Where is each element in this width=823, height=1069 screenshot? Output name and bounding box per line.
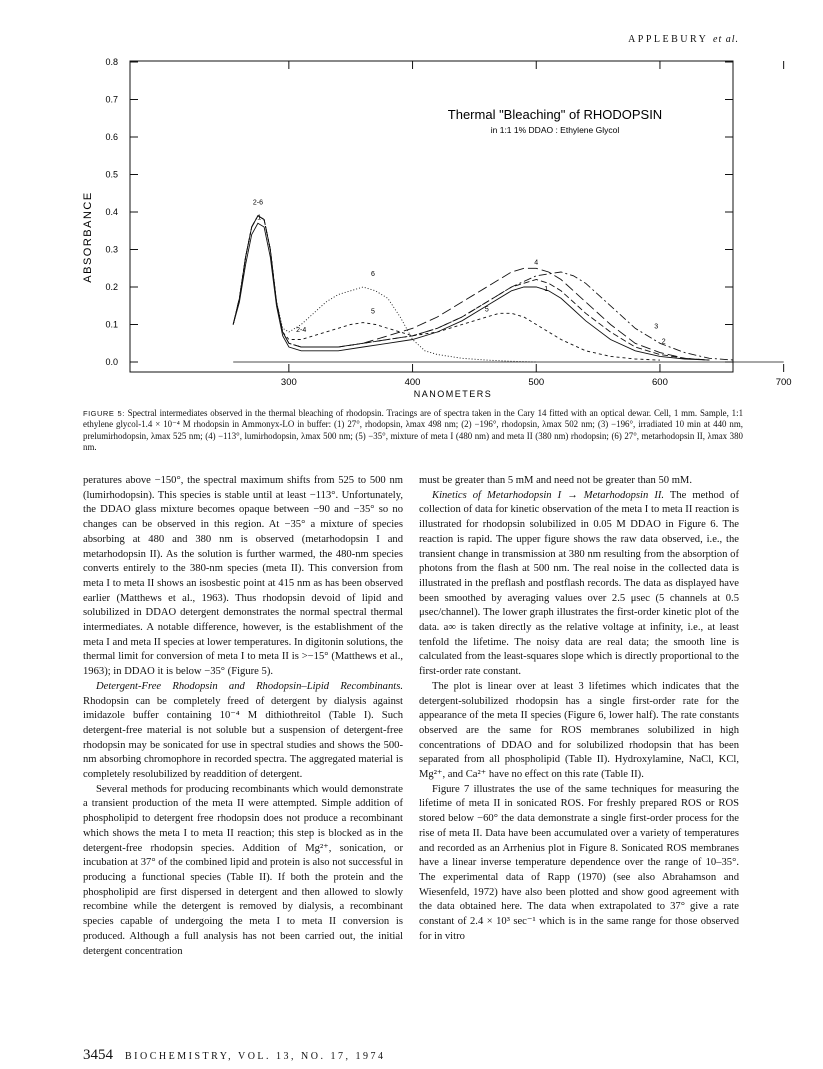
page-number: 3454 [83,1047,113,1063]
caption-text: Spectral intermediates observed in the thermal bleaching of rhodopsin. Tracings are of spectra taken in the Cary 14 fitted with an optical dewar. Cell, 1 mm. Sample, 1:1 ethylene glycol-1.4 × 10⁻⁴ M rhodopsin in Ammonyx-LO in buffer: (1) 27°, rhodopsin, λmax 498 nm; (2) −196°, rhodopsin, λmax 502 nm; (3) −196°, irradiated 10 min at 440 nm, prelumirhodopsin, λmax 525 nm; (4) −113°, lumirhodopsin, λmax 500 nm; (5) −35°, mixture of meta I (480 nm) and meta II (380 nm) rhodopsin; (6) 27°, metarhodopsin II, λmax 380 nm. [83,408,744,453]
x-tick-label: 700 [775,377,792,388]
y-tick-label: 0.0 [105,357,118,367]
y-tick-label: 0.1 [105,319,118,330]
y-tick-label: 0.3 [105,244,118,255]
curve-labels [253,200,666,346]
curve-label: 1 [544,285,549,293]
curve-label: 5 [371,308,375,316]
y-tick-label: 0.5 [105,169,118,180]
curve-label: 6 [371,270,375,278]
absorbance-spectrum-chart [0,0,823,405]
paragraph-heading: Detergent-Free Rhodopsin and Rhodopsin–Lipid Recombinants. [96,680,403,692]
paragraph-heading: Kinetics of Metarhodopsin I → Metarhodopsin II. [432,489,665,501]
figure-caption [83,408,743,454]
y-tick-label: 0.8 [105,57,118,67]
right-column [419,474,739,945]
journal-citation: BIOCHEMISTRY, VOL. 13, NO. 17, 1974 [125,1051,386,1062]
running-head: APPLEBURY et al. [628,34,739,45]
curve-label: 5 [484,306,489,314]
x-tick-label: 600 [652,377,668,388]
page-footer [83,1047,385,1064]
y-tick-label: 0.2 [105,282,118,292]
y-tick-label: 0.7 [105,94,118,105]
series-5 [233,216,660,360]
series-1 [233,223,709,360]
paragraph: Figure 7 illustrates the use of the same techniques for measuring the lifetime of meta II in sonicated ROS. For freshly prepared ROS or ROS stored below −60° the data demonstrate a single first-order process for the rise of meta II. Data have been accumulated over a variety of temperatures and recorded as an Arrhenius plot in Figure 8. Sonicated ROS membranes have a linear inverse temperature dependence over the range of 10–35°. The experimental data of Rapp (1970) (see also Abrahamson and Wiesenfeld, 1972) have also been plotted and show good agreement with the data obtained here. The data when extrapolated to 37° give a rate constant of 2.4 × 10³ sec⁻¹ which is in the same range for those observed for in vitro [419,783,739,942]
figure-label: FIGURE 5: [83,409,125,418]
curve-label: 2-6 [252,199,263,207]
curve-label: 2 [661,338,666,346]
curve-label: 2-4 [296,327,307,334]
y-tick-label: 0.6 [105,132,118,142]
paragraph: Detergent-Free Rhodopsin and Rhodopsin–Lipid Recombinants. Rhodopsin can be completely freed of detergent by dialysis against imidazole buffer containing 10⁻⁴ M dithiothreitol (Table I). Such detergent-free material is not soluble but a suspension of detergent-free rhodopsin may be sonicated for use in spectral studies and shows the 500-nm absorbing chromophore in recorded spectra. The aggregated material is completely resolubilized by readdition of detergent. [83,680,403,781]
curve-label: 3 [654,323,659,331]
curve-label: 4 [534,259,539,267]
paragraph: Kinetics of Metarhodopsin I → Metarhodopsin II. The method of collection of data for kinetic observation of the meta I to meta II reaction is illustrated for rhodopsin solubilized in 0.05 M DDAO in Figure 6. The reaction is rapid. The upper figure shows the raw data observed, i.e., the transient change in transmission at 380 nm resulting from the absorption of photons from the flash at 500 nm. The real noise in the collected data is illustrated in the preflash and postflash records. The data as displayed have been smoothed by averaging values over 2.5 μsec (5 channels at 0.5 μsec/channel). The lower graph illustrates the first-order kinetic plot of the data. a∞ is taken directly as the relative voltage at infinity, i.e., at least tenfold the lifetime. The noisy data are real data; the smooth line is calculated from the least-squares slope which is directly proportional to the first-order rate constant. [419,489,739,678]
x-tick-label: 300 [280,377,297,388]
y-axis-label: ABSORBANCE [82,191,94,283]
x-axis-label: NANOMETERS [413,389,493,399]
y-tick-label: 0.4 [105,207,118,217]
spectral-curves [233,216,784,362]
chart-title: Thermal "Bleaching" of RHODOPSIN [447,107,663,122]
paragraph: must be greater than 5 mM and need not be greater than 50 mM. [419,475,693,486]
chart-subtitle: in 1:1 1% DDAO : Ethylene Glycol [490,125,620,135]
x-tick-label: 400 [404,377,421,388]
left-column [83,474,403,959]
curve-label: 1 [257,214,262,222]
paragraph: The plot is linear over at least 3 lifetimes which indicates that the detergent-solubilized rhodopsin has a single first-order rate for the appearance of the meta II species (Figure 6, lower half). The rate constants observed are the same for ROS membranes solubilized in high concentrations of DDAO and for solubilized rhodopsin that has been separated from all phospholipid (Table II). Hydroxylamine, NaCl, KCl, Mg²⁺, and Ca²⁺ have no effect on this rate (Table II). [419,680,739,781]
series-3 [233,216,734,360]
x-tick-label: 500 [528,377,545,388]
paragraph: peratures above −150°, the spectral maximum shifts from 525 to 500 nm (lumirhodopsin). This species is stable until at least −113°. Unfortunately, the DDAO glass mixture becomes opaque between −90 and −35° so no changes can be observed in this region. At −35° a mixture of species absorbing at 480 and 380 nm is observed (metarhodopsin I and metarhodopsin II). As the solution is further warmed, the 480-nm species converts entirely to the 380-nm species (meta II). This conversion from meta I to meta II shows an isosbestic point at 415 nm as has been observed earlier (Matthews et al., 1963). Thus rhodopsin devoid of lipid and solubilized in DDAO detergent demonstrates the normal spectral thermal intermediates. A notable difference, however, is the establishment of the meta I and meta II species at lower temperatures. In digitonin solutions, the thermal limit for conversion of meta I to meta II is >−15° (Matthews et al., 1963); in DDAO it is below −35° (Figure 5). [83,475,403,678]
paragraph: Several methods for producing recombinants which would demonstrate a transient production of the meta II were attempted. Simple addition of phospholipid to detergent free rhodopsin does not produce a recombinant which shows the meta I to meta II reaction; this step is blocked as in the detergent-free rhodopsin species. Addition of Mg²⁺, sonication, or incubation at 37° of the combined lipid and protein is also not successful in producing a functional species (Table II). If both the protein and the phospholipid are first dispersed in detergent and then allowed to slowly recombine while the detergent is removed by dialysis, a recombinant species capable of undergoing the meta I to meta II conversion is produced. Although a full analysis has not been carried out, the initial detergent concentration [83,783,403,957]
